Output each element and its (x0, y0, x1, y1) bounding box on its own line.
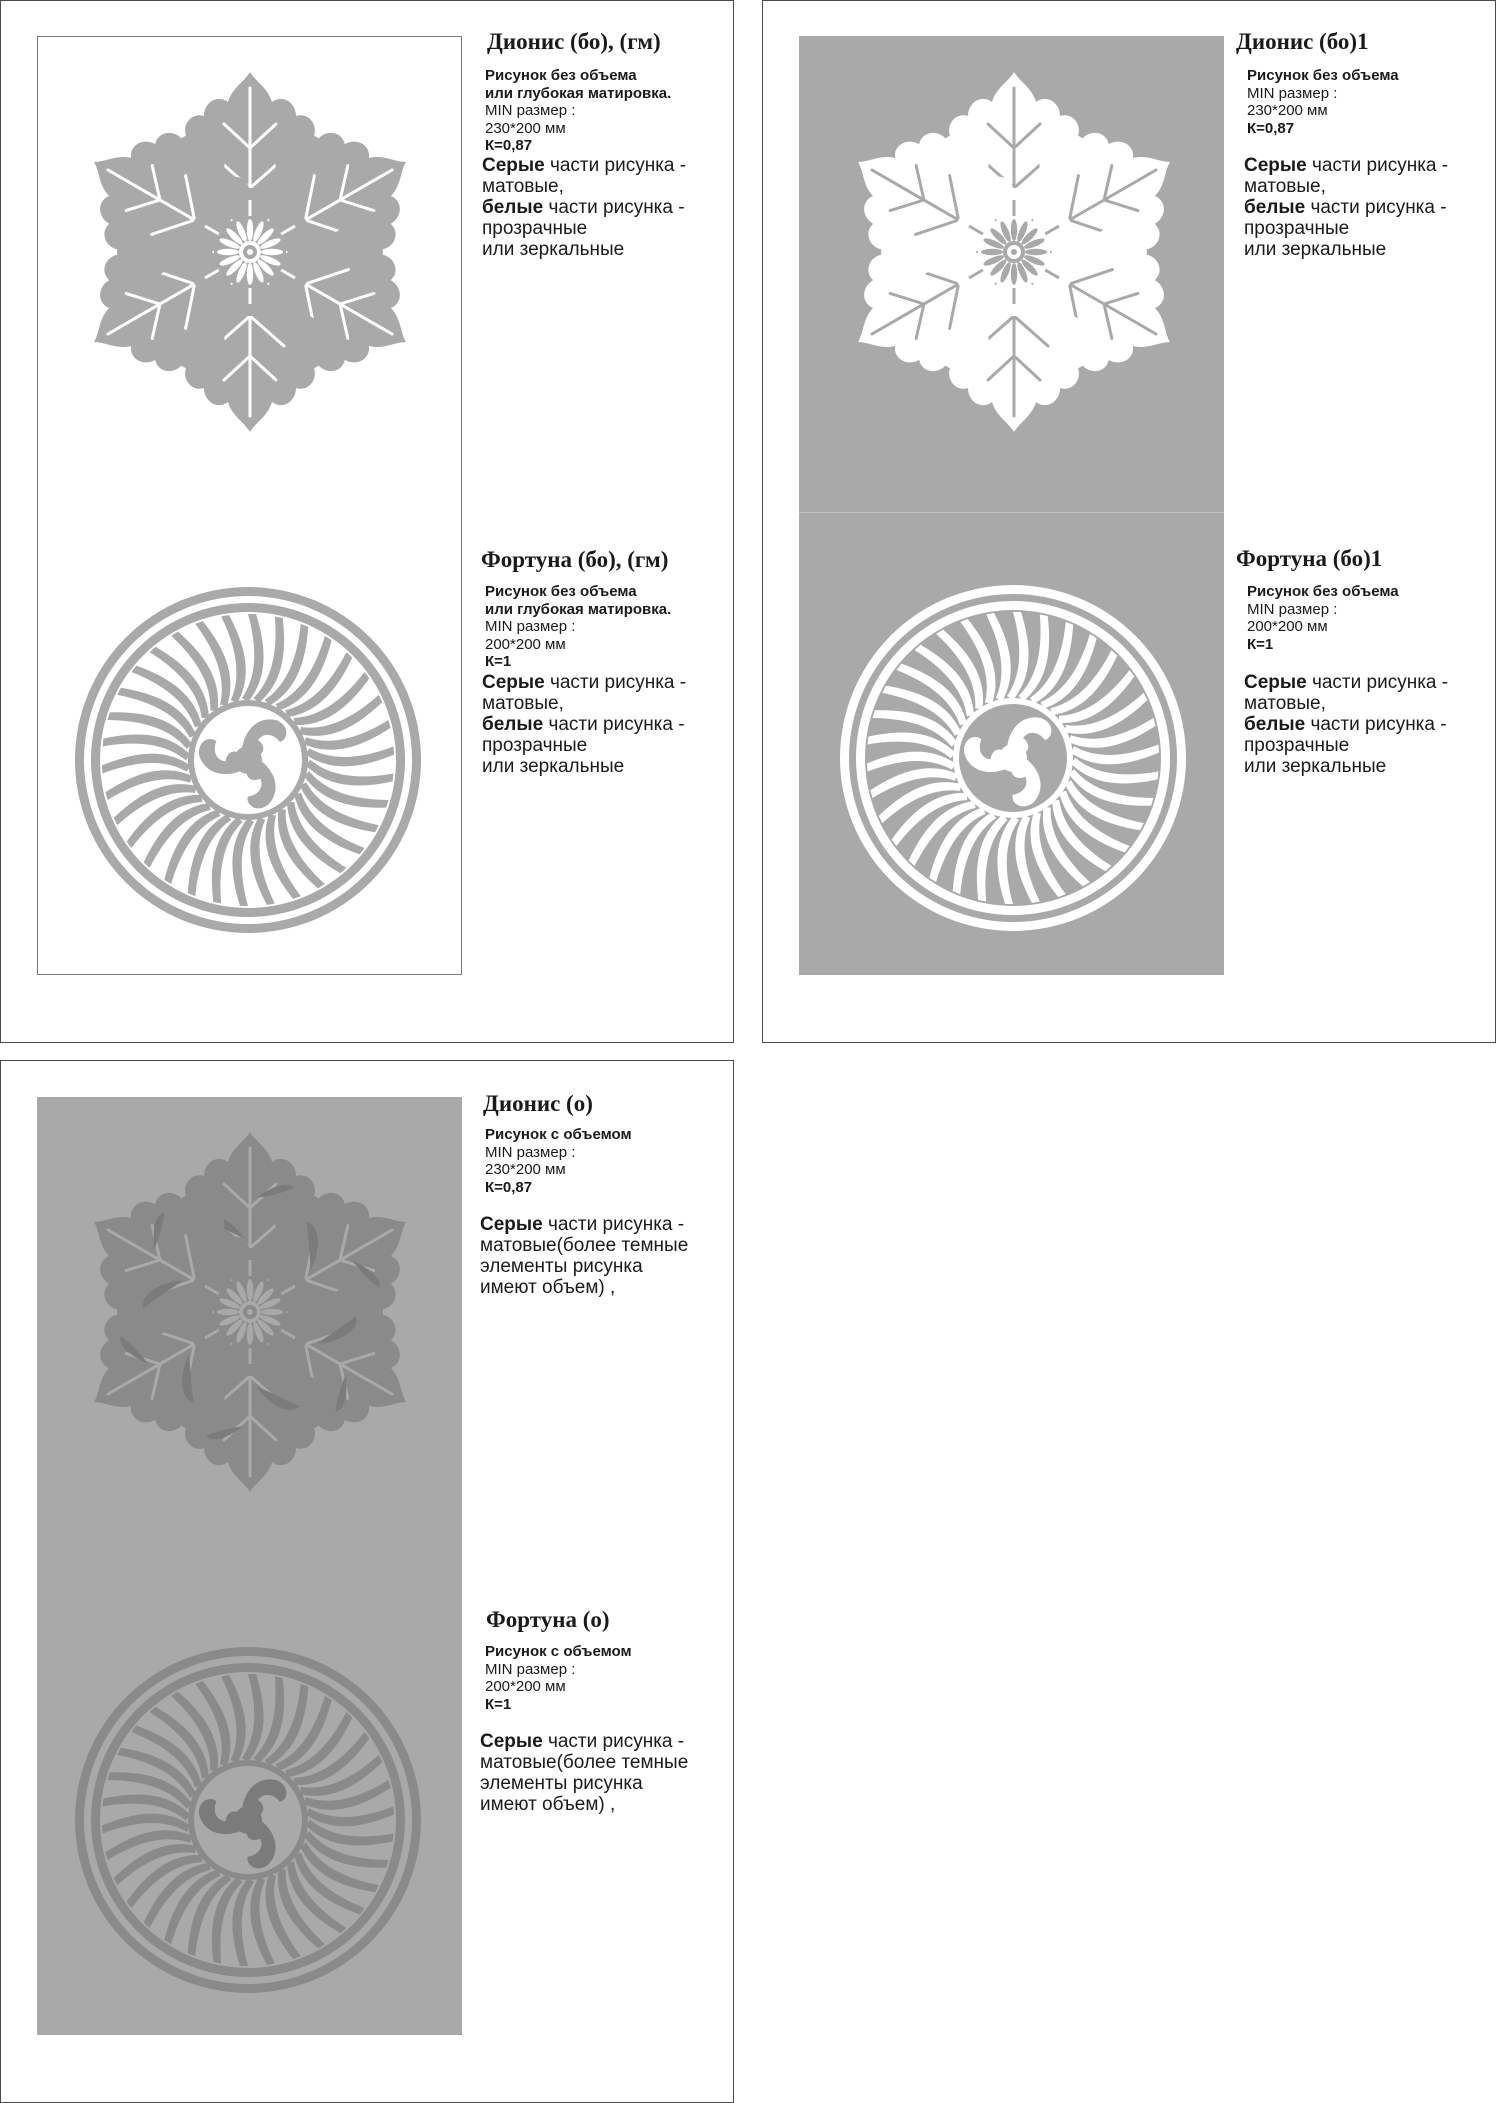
desc-text: части рисунка - (1305, 197, 1447, 218)
desc-text: прозрачные (482, 218, 588, 239)
desc-text: элементы рисунка (480, 1256, 643, 1277)
desc-bold: Серые (1244, 155, 1307, 176)
section-title-fortuna: Фортуна (бо), (гм) (481, 547, 669, 572)
fortuna-swirl-medallion-icon (836, 581, 1190, 935)
spec-min-size-label: MIN размер : (485, 102, 576, 119)
description-block (1244, 155, 1448, 260)
dionis-rosette-icon (85, 1127, 415, 1497)
description-block (480, 1214, 688, 1298)
spec-min-size-label: MIN размер : (485, 1660, 576, 1678)
fortuna-swirl-medallion-icon (71, 583, 425, 937)
desc-bold: белые (482, 714, 544, 735)
spec-type: Рисунок с объемом (485, 1126, 632, 1143)
desc-text: части рисунка - (1305, 714, 1447, 735)
spec-coefficient: К=1 (1247, 635, 1274, 653)
spec-coefficient: К=0,87 (1247, 119, 1295, 137)
desc-text: части рисунка - (1306, 155, 1449, 176)
section-title-fortuna: Фортуна (о) (486, 1607, 610, 1632)
spec-min-size-value: 230*200 мм (485, 119, 566, 137)
spec-type-alt: или глубокая матировка. (485, 600, 672, 618)
spec-coefficient: К=0,87 (485, 1178, 533, 1196)
desc-text: или зеркальные (1244, 756, 1387, 777)
desc-bold: Серые (482, 672, 545, 693)
desc-text: матовые(более темные (480, 1235, 689, 1256)
desc-text: прозрачные (482, 735, 588, 756)
spec-block (1247, 583, 1399, 653)
fortuna-swirl-medallion-icon (71, 1643, 425, 1997)
spec-type: Рисунок без объема (485, 67, 637, 84)
spec-min-size-value: 230*200 мм (485, 1161, 566, 1178)
section-title-dionis: Дионис (о) (483, 1091, 593, 1116)
desc-bold: белые (1244, 197, 1306, 218)
desc-text: или зеркальные (482, 756, 625, 777)
desc-text: части рисунка - (542, 1214, 685, 1235)
desc-text: матовые, (1244, 176, 1326, 197)
spec-min-size-value: 200*200 мм (1247, 618, 1328, 635)
desc-bold: Серые (480, 1214, 543, 1235)
desc-text: матовые, (1244, 693, 1326, 714)
desc-text: части рисунка - (542, 1731, 685, 1752)
section-title-dionis: Дионис (бо), (гм) (487, 29, 661, 54)
desc-text: матовые(более темные (480, 1752, 689, 1773)
desc-text: части рисунка - (543, 197, 685, 218)
section-title-dionis: Дионис (бо)1 (1236, 29, 1369, 54)
section-title-fortuna: Фортуна (бо)1 (1236, 546, 1383, 571)
desc-text: или зеркальные (1244, 239, 1387, 260)
spec-block (485, 1126, 632, 1196)
description-block (482, 155, 686, 260)
dionis-rosette-icon (849, 67, 1179, 437)
desc-text: прозрачные (1244, 735, 1350, 756)
spec-coefficient: К=1 (485, 653, 512, 670)
spec-block (485, 1643, 632, 1713)
spec-min-size-label: MIN размер : (485, 618, 576, 635)
spec-coefficient: К=1 (485, 1695, 512, 1713)
catalog-sheet-2 (762, 0, 1496, 1043)
desc-text: имеют объем) , (480, 1277, 616, 1298)
desc-text: или зеркальные (482, 239, 625, 260)
description-block (1244, 672, 1448, 777)
spec-block (485, 67, 671, 155)
spec-min-size-value: 230*200 мм (1247, 102, 1328, 119)
spec-type: Рисунок без объема (485, 583, 637, 600)
desc-text: матовые, (482, 176, 564, 197)
dionis-rosette-icon (85, 67, 415, 437)
desc-text: прозрачные (1244, 218, 1350, 239)
desc-text: части рисунка - (544, 672, 687, 693)
desc-text: матовые, (482, 693, 564, 714)
spec-min-size-value: 200*200 мм (485, 635, 566, 653)
catalog-sheet-1 (0, 0, 734, 1043)
spec-min-size-label: MIN размер : (1247, 84, 1338, 102)
spec-block (1247, 67, 1399, 137)
spec-type: Рисунок без объема (1247, 67, 1399, 84)
desc-text: части рисунка - (544, 155, 687, 176)
desc-bold: Серые (480, 1731, 543, 1752)
description-block (482, 672, 686, 777)
desc-text: имеют объем) , (480, 1794, 616, 1815)
spec-type: Рисунок с объемом (485, 1643, 632, 1660)
desc-text: элементы рисунка (480, 1773, 643, 1794)
spec-min-size-value: 200*200 мм (485, 1678, 566, 1695)
spec-type: Рисунок без объема (1247, 583, 1399, 600)
spec-type-alt: или глубокая матировка. (485, 84, 672, 102)
spec-min-size-label: MIN размер : (485, 1143, 576, 1161)
desc-bold: Серые (1244, 672, 1307, 693)
spec-block (485, 583, 671, 671)
spec-min-size-label: MIN размер : (1247, 600, 1338, 618)
desc-text: части рисунка - (543, 714, 685, 735)
desc-bold: белые (1244, 714, 1306, 735)
desc-bold: Серые (482, 155, 545, 176)
description-block (480, 1731, 688, 1815)
spec-coefficient: К=0,87 (485, 137, 533, 154)
catalog-sheet-3 (0, 1060, 734, 2103)
desc-text: части рисунка - (1306, 672, 1449, 693)
desc-bold: белые (482, 197, 544, 218)
